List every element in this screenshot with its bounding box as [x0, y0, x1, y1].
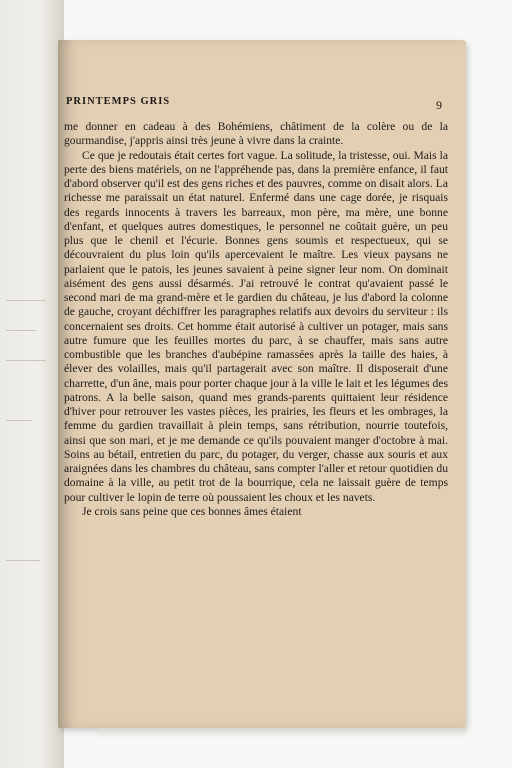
- paragraph: Je crois sans peine que ces bonnes âmes étaient: [82, 504, 302, 518]
- facing-page-line: [6, 330, 36, 331]
- facing-page: [0, 0, 64, 768]
- page-shadow: [98, 728, 466, 738]
- body-text: [64, 120, 448, 519]
- facing-page-line: [6, 420, 32, 421]
- facing-page-line: [6, 300, 46, 301]
- facing-page-line: [6, 360, 46, 361]
- page-number: 9: [436, 98, 442, 112]
- facing-page-line: [6, 560, 40, 561]
- paragraph: Ce que je redoutais était certes fort vague. La solitude, la tristesse, oui. Mais la perte des biens matériels, on ne l'appréhende pas, dans la première enfance, il faut d'abord observer qu'il est des gens riches et des pauvres, comme on disait alors. La richesse me paraissait un état naturel. Enfermé dans une cage dorée, je risquais des regards innocents à travers les barreaux, mon père, ma mère, une bonne d'enfant, et quelques autres domestiques, le personnel ne coûtait guère, un peu plus que le chenil et l'écurie. Bonnes gens soumis et respectueux, qui se découvraient du plus loin qu'ils apercevaient le maître. Les vieux paysans ne parlaient que le patois, les jeunes savaient à peine signer leur nom. On dominait aisément des gens aussi désarmés. J'ai retrouvé le contrat qu'avaient passé le second mari de ma grand-mère et le gardien du château, je lus d'abord la colonne de gauche, croyant déchiffrer les paragraphes relatifs aux devoirs du serviteur : ils concernaient ses droits. Cet homme était autorisé à cultiver un potager, mais sans autre fumure que les feuilles mortes du parc, à se chauffer, mais sans autre combustible que les branches d'aubépine ramassées après la taille des haies, à élever des volailles, mais qu'il partagerait avec son maître. Il disposerait d'une charrette, d'un âne, mais pour porter chaque jour à la ville le lait et les légumes des patrons. A la belle saison, quand mes grands-parents quittaient leur résidence d'hiver pour retrouver les vastes pièces, les prairies, les fleurs et les ombrages, la femme du gardien travaillait à plein temps, sans rétribution, nourrie toutefois, ainsi que son mari, et je me demande ce qu'ils pouvaient manger d'octobre à mai. Soins au bétail, entretien du parc, du potager, du verger, chasse aux souris et aux araignées dans les chambres du château, sans compter l'aller et retour quotidien du domaine à la ville, au petit trot de la bourrique, cela ne laissait guère de temps pour cultiver le lopin de terre où poussaient les choux et les navets.: [64, 148, 448, 504]
- paragraph: me donner en cadeau à des Bohémiens, châtiment de la colère ou de la gourmandise, j'appris ainsi très jeune à vivre dans la crainte.: [64, 120, 448, 148]
- running-head: PRINTEMPS GRIS: [66, 96, 171, 107]
- book-page: [58, 40, 466, 728]
